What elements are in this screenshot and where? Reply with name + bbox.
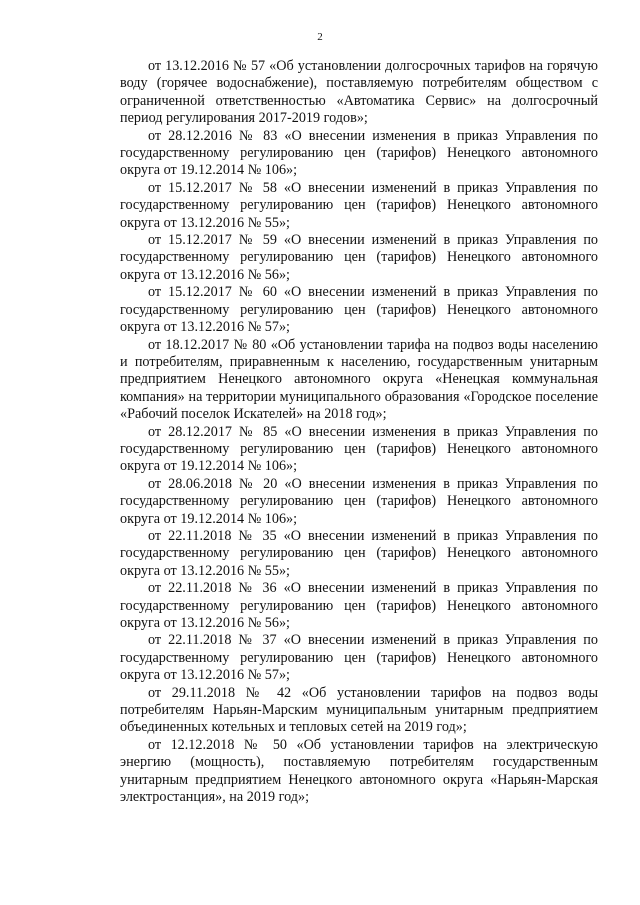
order-item-7: от 28.12.2017 № 85 «О внесении изменения в приказ Управления по государственному регулированию цен (тарифов) Ненецкого автономного округа от 19.12.2014 № 106»; — [120, 423, 598, 475]
order-item-13: от 12.12.2018 № 50 «Об установлении тарифов на электрическую энергию (мощность), поставляемую потребителям государственным унитарным предприятием Ненецкого автономного округа «Нарьян-Марская электростанция», на 2019 год»; — [120, 736, 598, 806]
order-item-5: от 15.12.2017 № 60 «О внесении изменений в приказ Управления по государственному регулированию цен (тарифов) Ненецкого автономного округа от 13.12.2016 № 57»; — [120, 284, 598, 336]
order-item-12: от 29.11.2018 № 42 «Об установлении тарифов на подвоз воды потребителям Нарьян-Марским муниципальным унитарным предприятием объединенных котельных и тепловых сетей на 2019 год»; — [120, 684, 598, 736]
order-item-9: от 22.11.2018 № 35 «О внесении изменений в приказ Управления по государственному регулированию цен (тарифов) Ненецкого автономного округа от 13.12.2016 № 55»; — [120, 527, 598, 579]
order-item-3: от 15.12.2017 № 58 «О внесении изменений в приказ Управления по государственному регулированию цен (тарифов) Ненецкого автономного округа от 13.12.2016 № 55»; — [120, 179, 598, 231]
order-item-2: от 28.12.2016 № 83 «О внесении изменения в приказ Управления по государственному регулированию цен (тарифов) Ненецкого автономного округа от 19.12.2014 № 106»; — [120, 127, 598, 179]
page-number: 2 — [317, 31, 323, 43]
order-item-1: от 13.12.2016 № 57 «Об установлении долгосрочных тарифов на горячую воду (горячее водоснабжение), поставляемую потребителям обществом с ограниченной ответственностью «Автоматика Сервис» на долгосрочный период регулирования 2017-2019 годов»; — [120, 58, 598, 127]
order-item-8: от 28.06.2018 № 20 «О внесении изменения в приказ Управления по государственному регулированию цен (тарифов) Ненецкого автономного округа от 19.12.2014 № 106»; — [120, 475, 598, 527]
order-item-6: от 18.12.2017 № 80 «Об установлении тарифа на подвоз воды населению и потребителям, приравненным к населению, государственным унитарным предприятием Ненецкого автономного округа «Ненецкая коммунальная компания» на территории муниципального образования «Городское поселение «Рабочий поселок Искателей» на 2018 год»; — [120, 336, 598, 423]
document-body — [120, 58, 598, 806]
order-item-10: от 22.11.2018 № 36 «О внесении изменений в приказ Управления по государственному регулированию цен (тарифов) Ненецкого автономного округа от 13.12.2016 № 56»; — [120, 580, 598, 631]
order-item-11: от 22.11.2018 № 37 «О внесении изменений в приказ Управления по государственному регулированию цен (тарифов) Ненецкого автономного округа от 13.12.2016 № 57»; — [120, 632, 598, 684]
order-item-4: от 15.12.2017 № 59 «О внесении изменений в приказ Управления по государственному регулированию цен (тарифов) Ненецкого автономного округа от 13.12.2016 № 56»; — [120, 232, 598, 283]
